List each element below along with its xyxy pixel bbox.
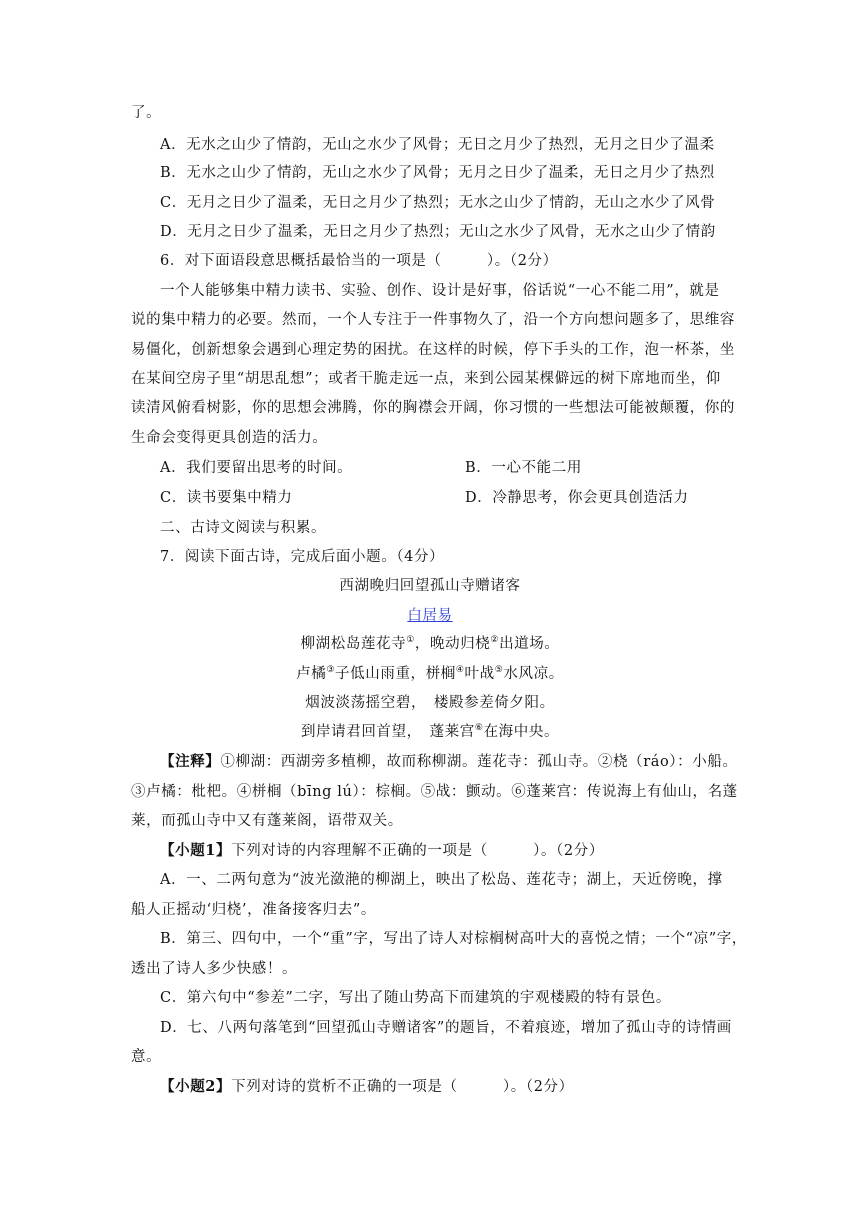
question-7: 7．阅读下面古诗，完成后面小题。（4分） bbox=[160, 549, 445, 565]
poem-verse-1 bbox=[0, 634, 860, 654]
footnote-marker: ① bbox=[406, 635, 415, 646]
author-row bbox=[0, 606, 860, 626]
passage-line: 说的集中精力的必要。然而，一个人专注于一件事物久了，沿一个方向想问题多了，思维容 bbox=[131, 312, 735, 328]
annotation-line bbox=[160, 752, 738, 772]
verse-text: 到岸请君回首望， 蓬莱宫 bbox=[300, 724, 475, 740]
footnote-marker: ③ bbox=[326, 665, 336, 676]
passage-line: 读清风俯看树影，你的思想会沸腾，你的胸襟会开阔，你习惯的一些想法可能被颠覆，你的 bbox=[131, 400, 735, 416]
choice-b: B．一心不能二用 bbox=[465, 460, 582, 476]
verse-text: ，晚动归桡 bbox=[414, 636, 491, 652]
subquestion-2 bbox=[160, 1077, 574, 1097]
choice-c: C．读书要集中精力 bbox=[160, 490, 293, 506]
annotation-text: ①柳湖：西湖旁多植柳，故而称柳湖。莲花寺：孤山寺。②桡（ráo）：小船。 bbox=[220, 754, 738, 770]
sub1-option-d: D．七、八两句落笔到“回望孤山寺赠诸客”的题旨，不着痕迹，增加了孤山寺的诗情画 bbox=[160, 1020, 732, 1036]
sub1-option-c: C．第六句中“参差”二字，写出了随山势高下而建筑的宇观楼殿的特有景色。 bbox=[160, 990, 671, 1006]
choice-d: D．冷静思考，你会更具创造活力 bbox=[465, 490, 689, 506]
option-d: D．无月之日少了温柔，无日之月少了热烈；无山之水少了风骨，无水之山少了情韵 bbox=[160, 224, 716, 240]
subquestion-text: 下列对诗的赏析不正确的一项是（ ）。（2分） bbox=[231, 1079, 574, 1095]
choice-a: A．我们要留出思考的时间。 bbox=[160, 460, 353, 476]
verse-text: 叶战 bbox=[464, 666, 495, 682]
poem-title: 西湖晚归回望孤山寺赠诸客 bbox=[339, 578, 521, 594]
section-heading: 二、古诗文阅读与积累。 bbox=[160, 520, 327, 536]
footnote-marker: ② bbox=[490, 635, 500, 646]
footnote-marker: ⑥ bbox=[474, 723, 484, 734]
option-a: A．无水之山少了情韵，无山之水少了风骨；无日之月少了热烈，无月之日少了温柔 bbox=[160, 137, 715, 153]
verse-text: 子低山雨重，栟榈 bbox=[335, 666, 456, 682]
poem-verse-2 bbox=[0, 664, 860, 684]
question-6: 6．对下面语段意思概括最恰当的一项是（ ）。（2分） bbox=[160, 253, 558, 269]
poem-verse-4 bbox=[0, 722, 860, 742]
verse-text: 水风凉。 bbox=[503, 666, 564, 682]
subquestion-1 bbox=[160, 841, 604, 861]
author-link[interactable]: 白居易 bbox=[407, 608, 453, 624]
sub1-option-b: B．第三、四句中，一个“重”字，写出了诗人对棕榈树高叶大的喜悦之情；一个“凉”字， bbox=[160, 931, 747, 947]
annotation-line: 莱，而孤山寺中又有蓬莱阁，语带双关。 bbox=[131, 813, 403, 829]
passage-line: 一个人能够集中精力读书、实验、创作、设计是好事，俗话说“一心不能二用”，就是 bbox=[160, 283, 720, 299]
footnote-marker: ⑤ bbox=[494, 665, 504, 676]
subquestion-text: 下列对诗的内容理解不正确的一项是（ ）。（2分） bbox=[231, 843, 604, 859]
subquestion-label: 【小题1】 bbox=[160, 842, 232, 859]
sub1-option-d-cont: 意。 bbox=[131, 1049, 162, 1065]
passage-line: 在某间空房子里“胡思乱想”；或者干脆走远一点，来到公园某棵僻远的树下席地而坐，仰 bbox=[131, 371, 721, 387]
option-c: C．无月之日少了温柔，无日之月少了热烈；无水之山少了情韵，无山之水少了风骨 bbox=[160, 195, 716, 211]
passage-line: 生命会变得更具创造的活力。 bbox=[131, 430, 328, 446]
subquestion-label: 【小题2】 bbox=[160, 1078, 232, 1095]
passage-line: 易僵化，创新想象会遇到心理定势的困扰。在这样的时候，停下手头的工作，泡一杯茶，坐 bbox=[131, 342, 735, 358]
poem-verse-3: 烟波淡荡摇空碧， 楼殿参差倚夕阳。 bbox=[305, 695, 555, 711]
continued-text: 了。 bbox=[131, 105, 162, 121]
verse-text: 出道场。 bbox=[499, 636, 560, 652]
verse-text: 柳湖松岛莲花寺 bbox=[300, 636, 407, 652]
footnote-marker: ④ bbox=[455, 665, 465, 676]
sub1-option-a-cont: 船人正摇动‘归桡’，准备接客归去”。 bbox=[131, 902, 376, 918]
verse-text: 在海中央。 bbox=[483, 724, 560, 740]
sub1-option-a: A．一、二两句意为“波光潋滟的柳湖上，映出了松岛、莲花寺；湖上，天近傍晚，撑 bbox=[160, 872, 723, 888]
verse-text: 卢橘 bbox=[296, 666, 327, 682]
annotation-line: ③卢橘：枇杷。④栟榈（bīng lú）：棕榈。⑤战：颤动。⑥蓬莱宫：传说海上有仙山，名蓬 bbox=[131, 784, 738, 800]
annotation-label: 【注释】 bbox=[160, 753, 221, 770]
sub1-option-b-cont: 透出了诗人多少快感！。 bbox=[131, 961, 298, 977]
option-b: B．无水之山少了情韵，无山之水少了风骨；无月之日少了温柔，无日之月少了热烈 bbox=[160, 165, 715, 181]
